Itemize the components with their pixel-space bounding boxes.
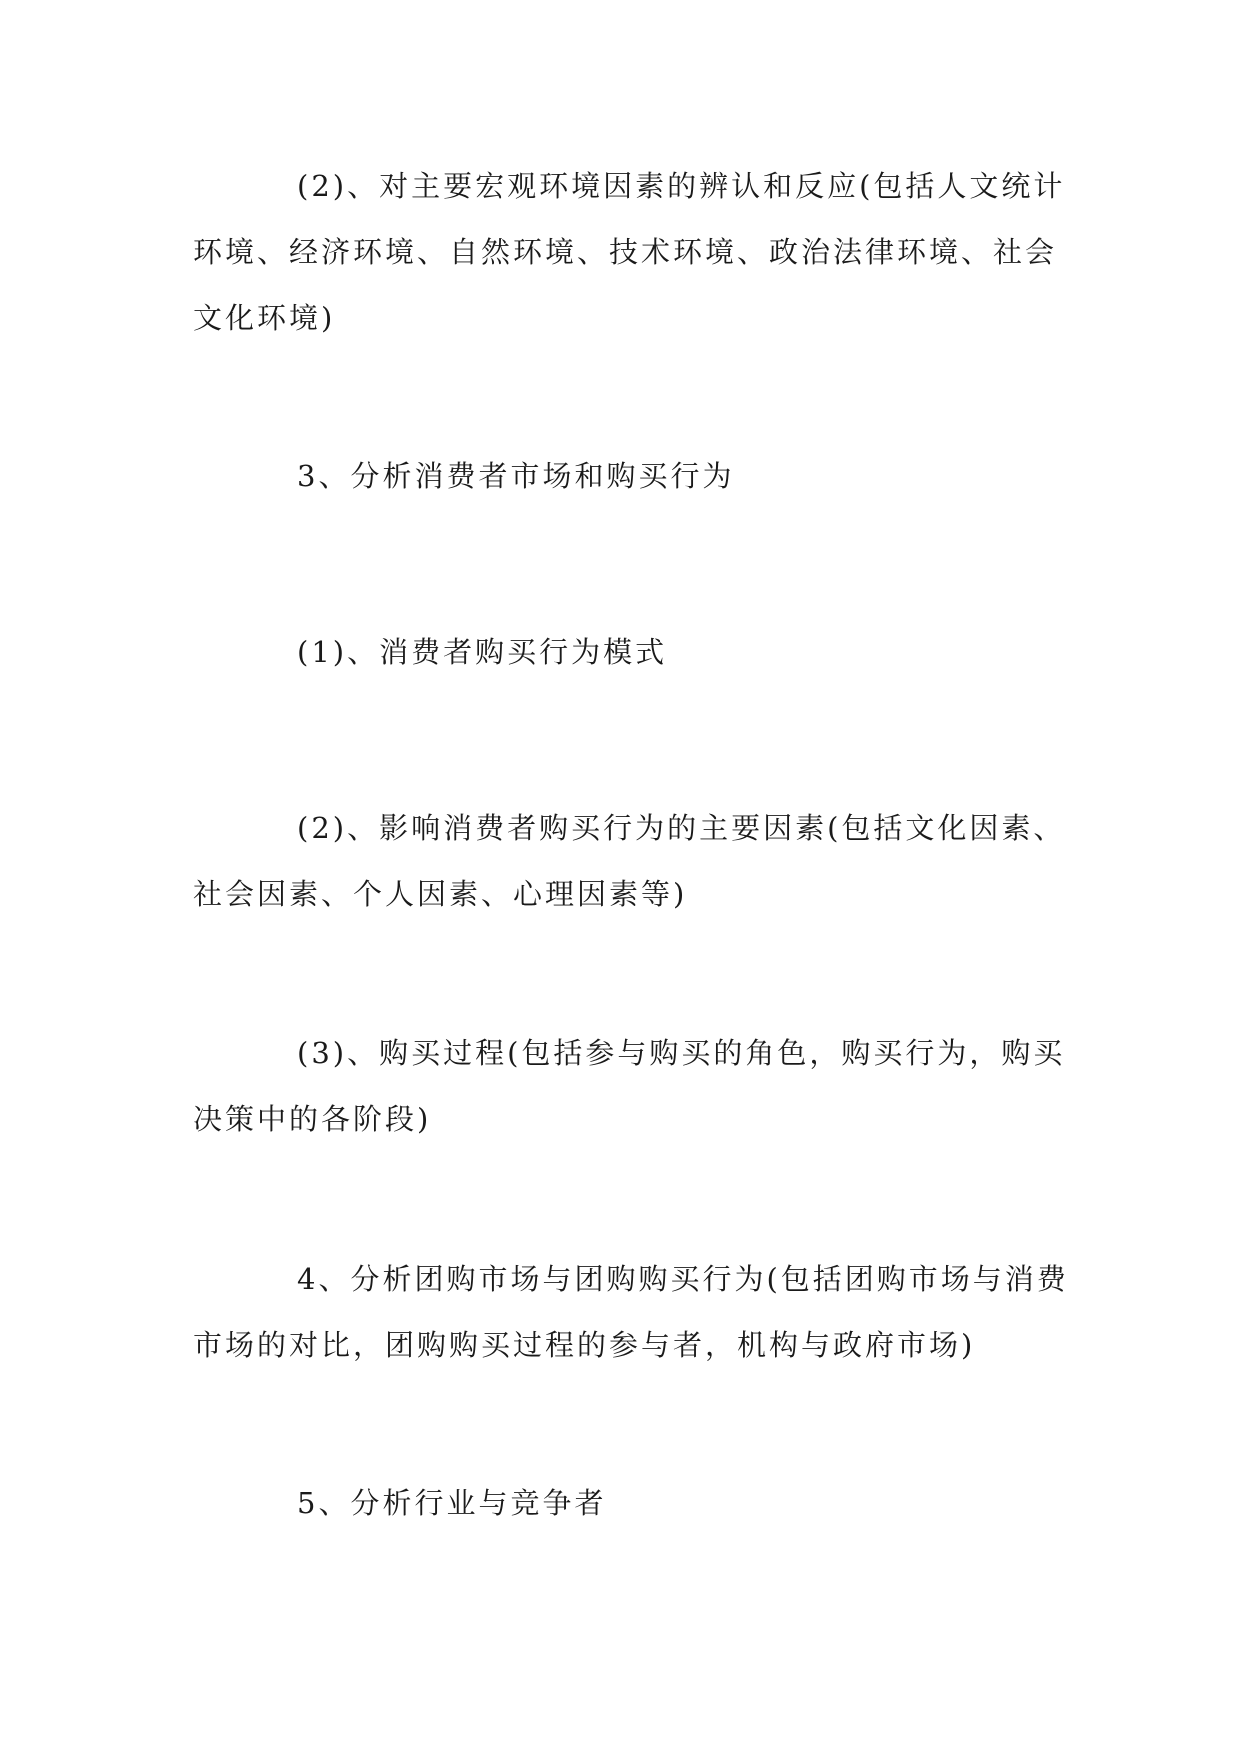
heading-group-purchase-market: 4、分析团购市场与团购购买行为(包括团购市场与消费市场的对比，团购购买过程的参与者，机构与政府市场): [193, 1262, 1069, 1362]
paragraph-macro-environment-factors: (2)、对主要宏观环境因素的辨认和反应(包括人文统计环境、经济环境、自然环境、技术环境、政治法律环境、社会文化环境): [193, 169, 1066, 335]
paragraph-buying-behavior-factors: (2)、影响消费者购买行为的主要因素(包括文化因素、社会因素、个人因素、心理因素等): [193, 811, 1066, 911]
heading-consumer-market-analysis: 3、分析消费者市场和购买行为: [297, 459, 735, 493]
heading-industry-competitors: 5、分析行业与竞争者: [297, 1486, 607, 1520]
paragraph-consumer-buying-model: (1)、消费者购买行为模式: [297, 635, 668, 669]
paragraph-buying-process: (3)、购买过程(包括参与购买的角色，购买行为，购买决策中的各阶段): [193, 1036, 1066, 1136]
